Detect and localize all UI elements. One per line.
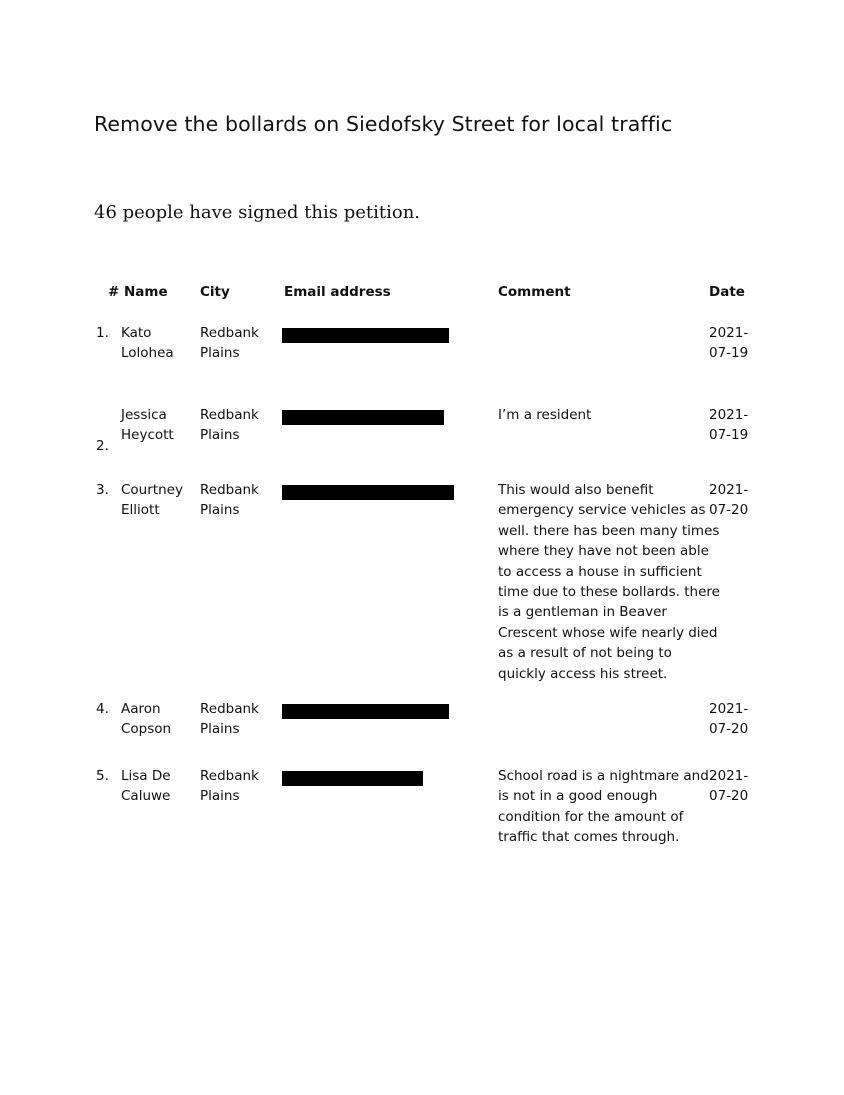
header-date: Date <box>709 284 745 300</box>
date-line: 2021- <box>709 701 749 717</box>
row-number: 1. <box>96 325 109 341</box>
header-comment: Comment <box>498 284 571 300</box>
date-line: 2021- <box>709 482 749 498</box>
comment <box>498 405 591 425</box>
document-title: Remove the bollards on Siedofsky Street for local traffic <box>94 112 673 136</box>
signer-city <box>200 323 259 364</box>
comment-line: This would also benefit <box>498 482 654 498</box>
name-line: Heycott <box>121 427 174 444</box>
name-line: Jessica <box>121 407 167 423</box>
city-line: Redbank <box>200 768 259 784</box>
signer-name <box>121 699 171 740</box>
comment-line: I’m a resident <box>498 407 592 423</box>
signer-city <box>200 766 259 807</box>
comment-line: quickly access his street. <box>498 665 668 682</box>
city-line: Plains <box>200 788 240 805</box>
comment-line: Crescent whose wife nearly died <box>498 624 718 641</box>
signer-name <box>121 405 174 446</box>
city-line: Redbank <box>200 701 259 717</box>
date-line: 07-20 <box>709 502 749 519</box>
city-line: Plains <box>200 427 240 444</box>
comment <box>498 480 720 684</box>
signed-date <box>709 766 748 807</box>
name-line: Elliott <box>121 502 160 519</box>
email-redaction <box>282 704 449 719</box>
comment <box>498 766 709 848</box>
name-line: Copson <box>121 721 172 738</box>
signed-date <box>709 699 748 740</box>
signed-date <box>709 480 748 521</box>
signed-date <box>709 405 748 446</box>
city-line: Plains <box>200 502 240 519</box>
city-line: Redbank <box>200 482 259 498</box>
name-line: Lisa De <box>121 768 171 784</box>
comment-line: emergency service vehicles as <box>498 502 706 519</box>
city-line: Plains <box>200 721 240 738</box>
comment-line: is a gentleman in Beaver <box>498 604 667 621</box>
date-line: 07-19 <box>709 427 749 444</box>
row-number: 3. <box>96 482 109 498</box>
email-redaction <box>282 410 444 425</box>
city-line: Redbank <box>200 407 259 423</box>
signer-city <box>200 480 259 521</box>
name-line: Aaron <box>121 701 161 717</box>
email-redaction <box>282 328 449 343</box>
email-redaction <box>282 771 423 786</box>
date-line: 07-19 <box>709 345 749 362</box>
row-number: 5. <box>96 768 109 784</box>
comment-line: condition for the amount of <box>498 808 684 825</box>
comment-line: to access a house in sufficient <box>498 563 702 580</box>
signer-name <box>121 766 171 807</box>
header-number-name: # Name <box>108 284 168 300</box>
signer-city <box>200 699 259 740</box>
name-line: Kato <box>121 325 152 341</box>
row-number: 2. <box>96 438 109 454</box>
date-line: 2021- <box>709 325 749 341</box>
signer-city <box>200 405 259 446</box>
city-line: Plains <box>200 345 240 362</box>
comment-line: is not in a good enough <box>498 788 658 805</box>
signer-name <box>121 323 174 364</box>
date-line: 07-20 <box>709 788 749 805</box>
name-line: Lolohea <box>121 345 174 362</box>
email-redaction <box>282 485 454 500</box>
date-line: 07-20 <box>709 721 749 738</box>
name-line: Courtney <box>121 482 183 498</box>
comment-line: time due to these bollards. there <box>498 584 720 601</box>
header-city: City <box>200 284 230 300</box>
name-line: Caluwe <box>121 788 171 805</box>
date-line: 2021- <box>709 407 749 423</box>
comment-line: well. there has been many times <box>498 522 720 539</box>
comment-line: where they have not been able <box>498 543 709 560</box>
header-email: Email address <box>284 284 391 300</box>
city-line: Redbank <box>200 325 259 341</box>
signer-name <box>121 480 183 521</box>
date-line: 2021- <box>709 768 749 784</box>
comment-line: School road is a nightmare and <box>498 768 709 784</box>
signature-count: 46 people have signed this petition. <box>94 202 421 223</box>
comment-line: as a result of not being to <box>498 645 672 662</box>
signed-date <box>709 323 748 364</box>
row-number: 4. <box>96 701 109 717</box>
comment-line: traffic that comes through. <box>498 829 680 846</box>
